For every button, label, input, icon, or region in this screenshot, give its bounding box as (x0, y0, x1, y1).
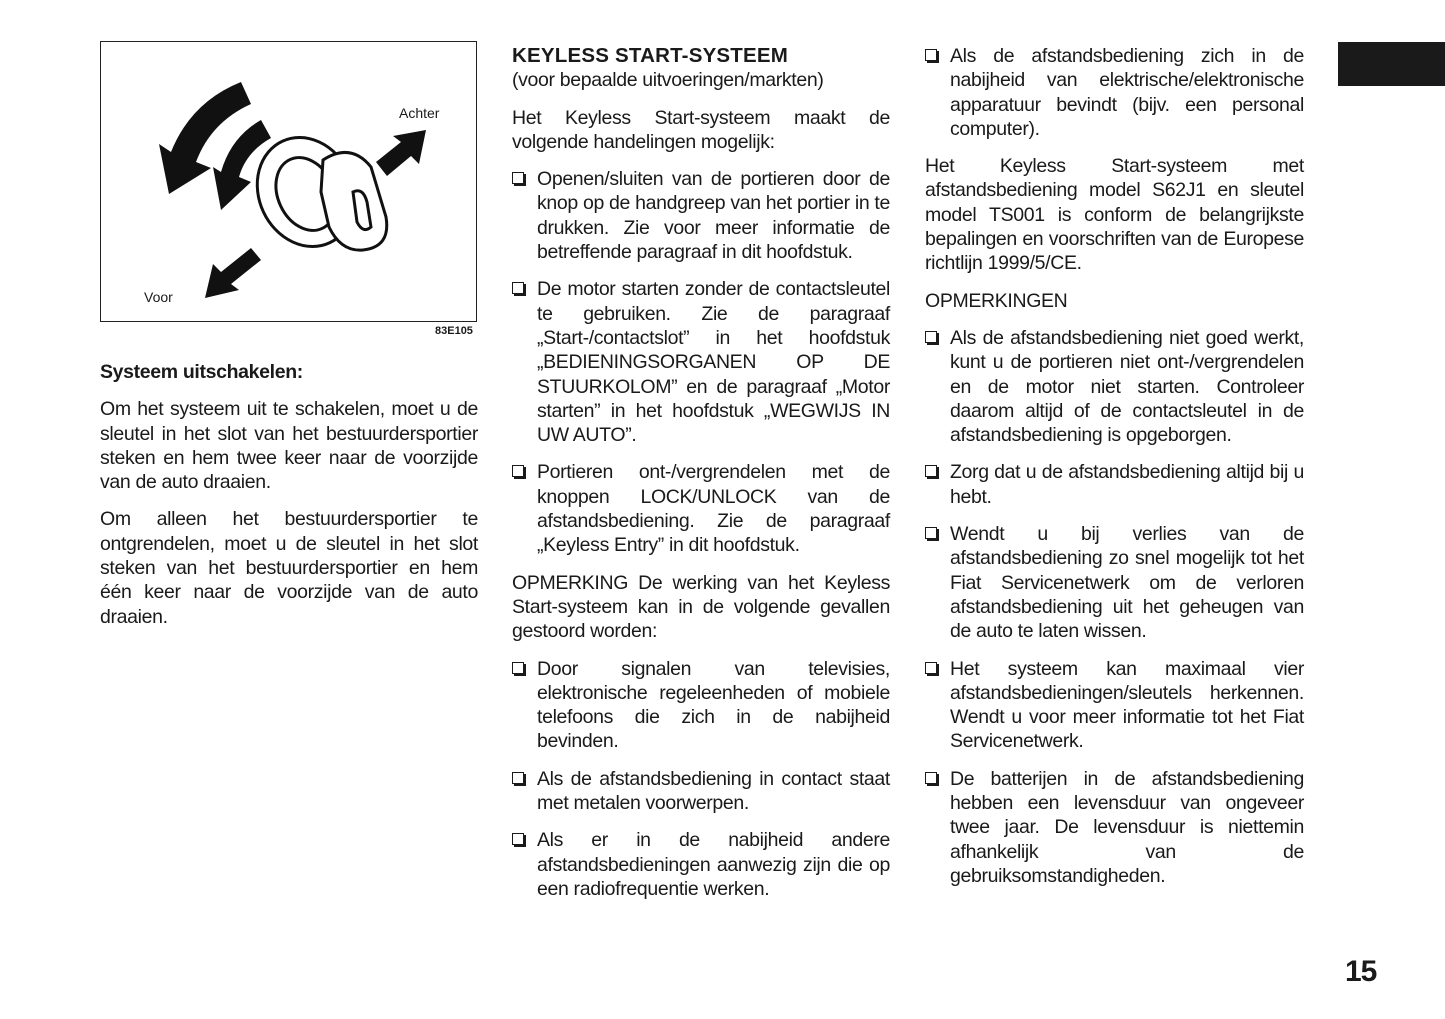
list-item: Als de afstandsbediening zich in de nabijheid van elektrische/elektronische apparatuur bevindt (bijv. een personal computer). (925, 44, 1304, 141)
key-turn-illustration (101, 42, 476, 321)
label-rear: Achter (399, 105, 440, 121)
rear-arrow-icon (376, 130, 426, 176)
paragraph: Het Keyless Start-systeem met afstandsbediening model S62J1 en sleutel model TS001 is conform de belangrijkste bepalingen en voorschriften van de Europese richtlijn 1999/5/CE. (925, 155, 1304, 275)
note-paragraph: OPMERKING De werking van het Keyless Start-systeem kan in de volgende gevallen gestoord worden: (512, 571, 890, 643)
list-item: Het systeem kan maximaal vier afstandsbedieningen/sleutels herkennen. Wendt u voor meer informatie tot het Fiat Servicenetwerk. (925, 657, 1304, 754)
column-1 (100, 360, 478, 642)
checkbox-bullet-icon (512, 833, 524, 845)
list-item: De batterijen in de afstandsbediening hebben een levensduur van ongeveer twee jaar. De levensduur is niettemin afhankelijk van de gebruiksomstandigheden. (925, 767, 1304, 888)
figure-code: 83E105 (435, 325, 473, 337)
checkbox-bullet-icon (925, 331, 937, 343)
section-subtitle: (voor bepaalde uitvoeringen/markten) (512, 69, 824, 92)
front-arrow-icon (205, 248, 261, 298)
checkbox-bullet-icon (925, 49, 937, 61)
checkbox-bullet-icon (925, 465, 937, 477)
checkbox-bullet-icon (925, 772, 937, 784)
label-front: Voor (144, 289, 173, 305)
list-item: Als de afstandsbediening niet goed werkt, kunt u de portieren niet ont-/vergrendelen en de motor niet starten. Controleer daarom altijd of de contactsleutel in de afstandsbediening is opgeborgen. (925, 326, 1304, 447)
paragraph: Om het systeem uit te schakelen, moet u de sleutel in het slot van het bestuurdersportier steken en hem twee keer naar de voorzijde van de auto draaien. (100, 398, 478, 494)
checkbox-bullet-icon (512, 662, 524, 674)
checkbox-bullet-icon (925, 662, 937, 674)
paragraph: Het Keyless Start-systeem maakt de volgende handelingen mogelijk: (512, 106, 890, 153)
list-item: Als er in de nabijheid andere afstandsbedieningen aanwezig zijn die op een radiofrequentie werken. (512, 828, 890, 901)
checkbox-bullet-icon (512, 772, 524, 784)
list-item: Zorg dat u de afstandsbediening altijd bij u hebt. (925, 460, 1304, 509)
chapter-tab-marker (1338, 42, 1445, 86)
page-number: 15 (1345, 955, 1377, 988)
list-item: Portieren ont-/vergrendelen met de knoppen LOCK/UNLOCK van de afstandsbediening. Zie de paragraaf „Keyless Entry” in dit hoofdstuk. (512, 460, 890, 557)
checkbox-bullet-icon (512, 172, 524, 184)
list-item: Als de afstandsbediening in contact staat met metalen voorwerpen. (512, 767, 890, 816)
checkbox-bullet-icon (512, 282, 524, 294)
remarks-heading: OPMERKINGEN (925, 289, 1068, 312)
list-item: De motor starten zonder de contactsleutel te gebruiken. Zie de paragraaf „Start-/contactslot” in het hoofdstuk „BEDIENINGSORGANEN OP DE STUURKOLOM” en de paragraaf „Motor starten” in het hoofdstuk „WEGWIJS IN UW AUTO”. (512, 277, 890, 447)
section-heading: Systeem uitschakelen: (100, 361, 303, 383)
section-title: KEYLESS START-SYSTEEM (512, 44, 789, 67)
column-2 (512, 44, 890, 914)
list-item: Door signalen van televisies, elektronische regeleenheden of mobiele telefoons die zich in de nabijheid bevinden. (512, 657, 890, 754)
checkbox-bullet-icon (512, 465, 524, 477)
list-item: Wendt u bij verlies van de afstandsbediening zo snel mogelijk tot het Fiat Servicenetwerk om de verloren afstandsbediening uit het geheugen van de auto te laten wissen. (925, 522, 1304, 643)
column-3 (925, 44, 1304, 901)
key-illustration (100, 41, 477, 322)
paragraph: Om alleen het bestuurdersportier te ontgrendelen, moet u de sleutel in het slot steken van het bestuurdersportier en hem één keer naar de voorzijde van de auto draaien. (100, 508, 478, 628)
list-item: Openen/sluiten van de portieren door de knop op de handgreep van het portier in te drukken. Zie voor meer informatie de betreffende paragraaf in dit hoofdstuk. (512, 167, 890, 264)
checkbox-bullet-icon (925, 527, 937, 539)
